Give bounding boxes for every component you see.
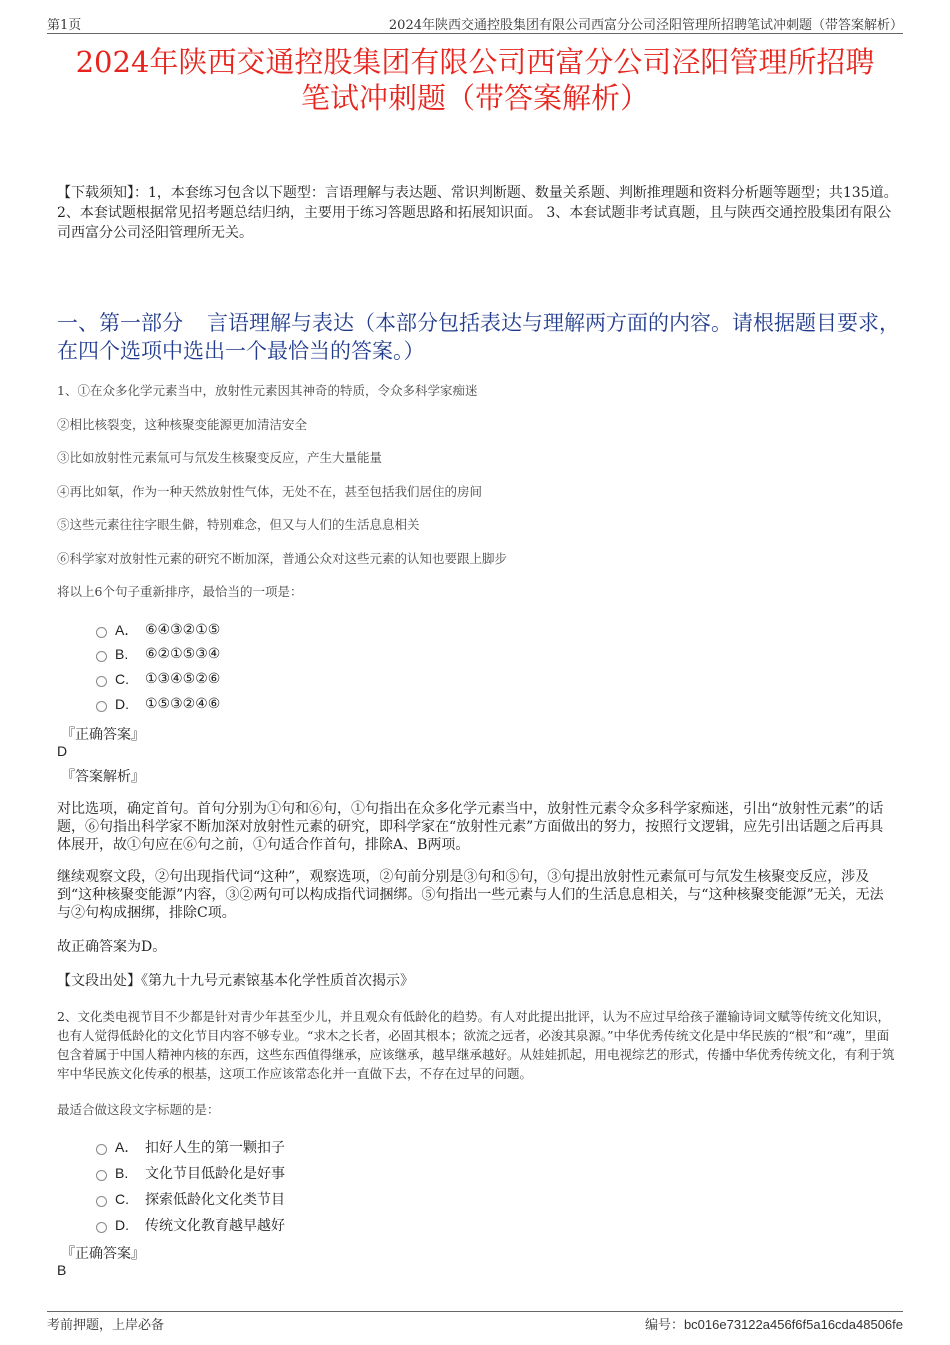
source-title: 《第九十九号元素锿基本化学性质首次揭示》 bbox=[141, 973, 414, 989]
option-text: ①③④⑤②⑥ bbox=[145, 671, 221, 687]
document-title bbox=[40, 44, 910, 116]
q2-answer-label: 『正确答案』 bbox=[61, 1246, 145, 1262]
q1-analysis-conclusion: 故正确答案为D。 bbox=[57, 939, 167, 955]
option-letter: C. bbox=[115, 671, 129, 687]
running-header-title: 2024年陕西交通控股集团有限公司西富分公司泾阳管理所招聘笔试冲刺题（带答案解析） bbox=[388, 18, 903, 33]
q1-sentence-3: ③比如放射性元素氚可与氘发生核聚变反应，产生大量能量 bbox=[57, 450, 383, 465]
option-letter: D. bbox=[115, 1217, 129, 1233]
download-notice bbox=[57, 183, 900, 243]
option-letter: D. bbox=[115, 696, 129, 712]
radio-icon[interactable] bbox=[96, 701, 107, 712]
footer-slogan: 考前押题，上岸必备 bbox=[47, 1318, 165, 1333]
option-letter: A． bbox=[115, 622, 139, 638]
source-label: 【文段出处】 bbox=[57, 973, 141, 989]
radio-icon[interactable] bbox=[96, 1196, 107, 1207]
option-text: 扣好人生的第一颗扣子 bbox=[145, 1140, 285, 1156]
q1-sentence-1: 1、①在众多化学元素当中，放射性元素因其神奇的特质，令众多科学家痴迷 bbox=[57, 383, 478, 398]
header-divider bbox=[47, 33, 903, 34]
option-text: 文化节目低龄化是好事 bbox=[145, 1166, 285, 1182]
code-value: bc016e73122a456f6f5a16cda48506fe bbox=[683, 1317, 903, 1332]
notice-label: 【下载须知】 bbox=[57, 185, 134, 201]
q1-analysis-label: 『答案解析』 bbox=[61, 769, 145, 785]
option-text: ⑥④③②①⑤ bbox=[145, 622, 221, 638]
q1-prompt: 将以上6个句子重新排序，最恰当的一项是： bbox=[57, 584, 303, 599]
section-heading bbox=[57, 309, 900, 365]
q1-answer-label: 『正确答案』 bbox=[61, 727, 145, 743]
q2-option-d[interactable] bbox=[96, 1215, 285, 1235]
option-text: 传统文化教育越早越好 bbox=[145, 1218, 285, 1234]
page-number: 第1页 bbox=[47, 18, 82, 33]
q1-option-d[interactable] bbox=[96, 696, 220, 712]
q1-sentence-4: ④再比如氡，作为一种天然放射性气体，无处不在，甚至包括我们居住的房间 bbox=[57, 484, 483, 499]
option-letter: A． bbox=[115, 1139, 139, 1155]
radio-icon[interactable] bbox=[96, 651, 107, 662]
q1-source bbox=[57, 972, 892, 990]
radio-icon[interactable] bbox=[96, 1144, 107, 1155]
q2-prompt: 最适合做这段文字标题的是： bbox=[57, 1102, 220, 1117]
q1-option-a[interactable] bbox=[96, 620, 220, 640]
q1-option-b[interactable] bbox=[96, 646, 220, 662]
q2-option-c[interactable] bbox=[96, 1189, 285, 1209]
q2-option-a[interactable] bbox=[96, 1137, 285, 1157]
radio-icon[interactable] bbox=[96, 1222, 107, 1233]
q1-sentence-6: ⑥科学家对放射性元素的研究不断加深，普通公众对这些元素的认知也要跟上脚步 bbox=[57, 551, 508, 566]
q1-answer-value: D bbox=[57, 743, 68, 759]
section-description: 言语理解与表达（本部分包括表达与理解两方面的内容。请根据题目要求，在四个选项中选出一个最恰当的答案。） bbox=[57, 311, 900, 363]
section-number: 一、第一部分 bbox=[57, 311, 183, 335]
q2-passage: 2、文化类电视节目不少都是针对青少年甚至少儿，并且观众有低龄化的趋势。有人对此提出批评，认为不应过早给孩子灌输诗词文赋等传统文化知识，也有人觉得低龄化的文化节目内容不够专业。“求木之长者，必固其根本；欲流之远者，必浚其泉源。”中华优秀传统文化是中华民族的“根”和“魂”，里面包含着属于中国人精神内核的东西，这些东西值得继承，应该继承，越早继承越好。从娃娃抓起，用电视综艺的形式，传播中华优秀传统文化，有利于筑牢中华民族文化传承的根基，这项工作应该常态化并一直做下去，不存在过早的问题。 bbox=[57, 1009, 895, 1081]
option-text: ⑥②①⑤③④ bbox=[145, 646, 221, 662]
option-text: 探索低龄化文化类节目 bbox=[145, 1192, 285, 1208]
footer-code bbox=[645, 1314, 903, 1333]
q1-sentence-5: ⑤这些元素往往字眼生僻，特别难念，但又与人们的生活息息相关 bbox=[57, 517, 420, 532]
option-letter: B. bbox=[115, 1165, 129, 1181]
radio-icon[interactable] bbox=[96, 676, 107, 687]
title-line-2: 笔试冲刺题（带答案解析） bbox=[300, 81, 649, 115]
notice-text: ：1，本套练习包含以下题型：言语理解与表达题、常识判断题、数量关系题、判断推理题和资料分析题等题型；共135道。 2、本套试题根据常见招考题总结归纳，主要用于练习答题思路和拓展知识面。 3、本套试题非考试真题，且与陕西交通控股集团有限公司西富分公司泾阳管理所无关。 bbox=[57, 185, 898, 241]
code-label: 编号： bbox=[644, 1318, 684, 1333]
q1-option-c[interactable] bbox=[96, 671, 220, 687]
q1-analysis-paragraph-1: 对比选项，确定首句。首句分别为①句和⑥句，①句指出在众多化学元素当中，放射性元素令众多科学家痴迷，引出“放射性元素”的话题，⑥句指出科学家不断加深对放射性元素的研究，即科学家在“放射性元素”方面做出的努力，按照行文逻辑，应先引出话题之后再具体展开，故①句应在⑥句之前，①句适合作首句，排除A、B两项。 bbox=[57, 801, 884, 853]
radio-icon[interactable] bbox=[96, 627, 107, 638]
footer-divider bbox=[47, 1311, 903, 1312]
radio-icon[interactable] bbox=[96, 1170, 107, 1181]
option-letter: C. bbox=[115, 1191, 129, 1207]
q2-answer-value: B bbox=[57, 1262, 67, 1278]
option-text: ①⑤③②④⑥ bbox=[145, 696, 221, 712]
title-line-1: 2024年陕西交通控股集团有限公司西富分公司泾阳管理所招聘 bbox=[75, 45, 875, 79]
q1-analysis-paragraph-2: 继续观察文段，②句出现指代词“这种”，观察选项，②句前分别是③句和⑤句，③句提出放射性元素氚可与氘发生核聚变反应，涉及到“这种核聚变能源”内容，③②两句可以构成指代词捆绑。⑤句指出一些元素与人们的生活息息相关，与“这种核聚变能源”无关，无法与②句构成捆绑，排除C项。 bbox=[57, 869, 884, 921]
q2-option-b[interactable] bbox=[96, 1163, 285, 1183]
option-letter: B. bbox=[115, 646, 129, 662]
q1-sentence-2: ②相比核裂变，这种核聚变能源更加清洁安全 bbox=[57, 417, 308, 432]
